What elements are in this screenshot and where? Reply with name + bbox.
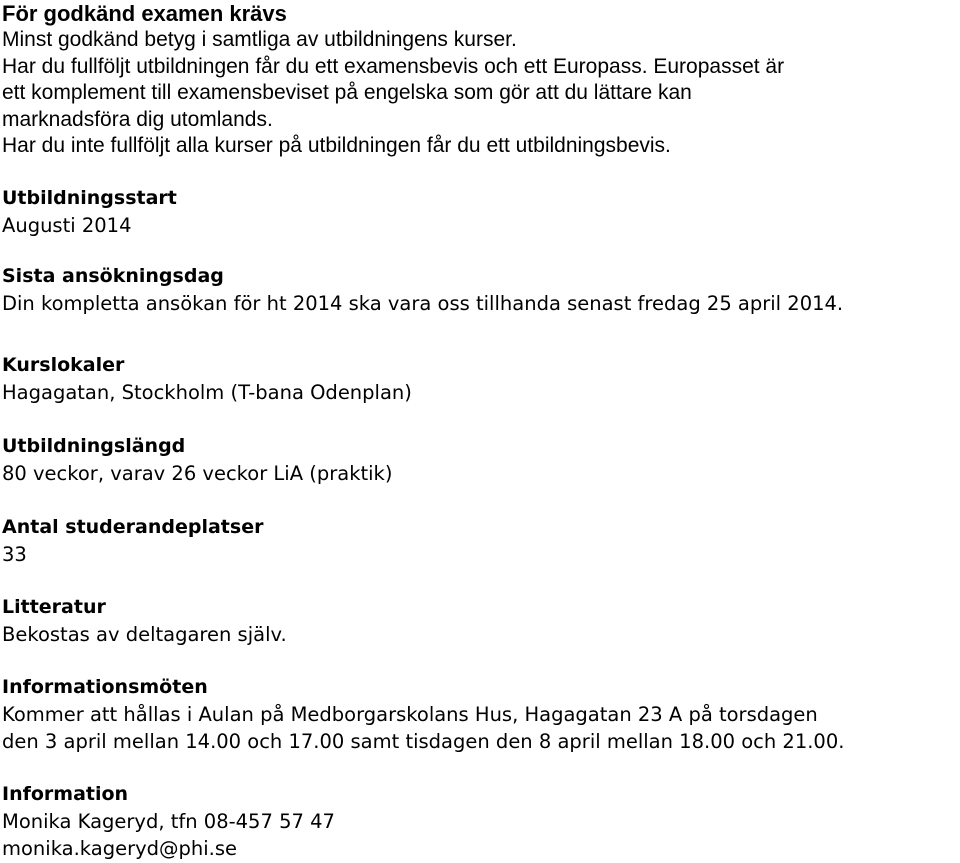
section-heading: Litteratur — [2, 596, 106, 618]
section-heading: Information — [2, 783, 129, 805]
section-heading: Utbildningsstart — [2, 187, 177, 209]
exam-requirements-line: Har du inte fullföljt alla kurser på utbildningen får du ett utbildningsbevis. — [2, 134, 671, 157]
section-litteratur — [2, 594, 958, 648]
section-kurslokaler — [2, 352, 958, 406]
section-text: Kommer att hållas i Aulan på Medborgarskolans Hus, Hagagatan 23 A på torsdagen — [2, 703, 818, 726]
section-text: Hagagatan, Stockholm (T-bana Odenplan) — [2, 381, 412, 404]
section-antal-studerandeplatser — [2, 514, 958, 568]
section-text: Bekostas av deltagaren själv. — [2, 623, 287, 646]
section-informationsmoten — [2, 674, 958, 755]
section-text: Augusti 2014 — [2, 214, 132, 237]
section-utbildningslangd — [2, 433, 958, 487]
section-text: Din kompletta ansökan för ht 2014 ska vara oss tillhanda senast fredag 25 april 2014. — [2, 292, 844, 315]
section-heading: Sista ansökningsdag — [2, 265, 224, 287]
section-text: den 3 april mellan 14.00 och 17.00 samt tisdagen den 8 april mellan 18.00 och 21.00. — [2, 730, 845, 753]
exam-requirements-line: Minst godkänd betyg i samtliga av utbildningens kurser. — [2, 28, 517, 51]
document-page — [2, 0, 958, 860]
section-heading: Antal studerandeplatser — [2, 516, 264, 538]
exam-requirements-line: Har du fullföljt utbildningen får du ett examensbevis och ett Europass. Europasset är — [2, 54, 785, 78]
section-sista-ansokningsdag — [2, 263, 958, 317]
exam-requirements-block — [2, 0, 958, 160]
exam-requirements-heading: För godkänd examen krävs — [2, 1, 287, 26]
exam-requirements-line: ett komplement till examensbeviset på engelska som gör att du lättare kan — [2, 81, 692, 104]
section-heading: Informationsmöten — [2, 676, 208, 698]
contact-phone: Monika Kageryd, tfn 08-457 57 47 — [2, 810, 335, 833]
contact-email: monika.kageryd@phi.se — [2, 837, 238, 860]
exam-requirements-line: marknadsföra dig utomlands. — [2, 107, 273, 131]
section-information — [2, 781, 958, 862]
section-text: 33 — [2, 543, 27, 566]
section-utbildningsstart — [2, 185, 958, 239]
section-text: 80 veckor, varav 26 veckor LiA (praktik) — [2, 462, 393, 485]
section-heading: Kurslokaler — [2, 354, 125, 376]
section-heading: Utbildningslängd — [2, 435, 186, 457]
